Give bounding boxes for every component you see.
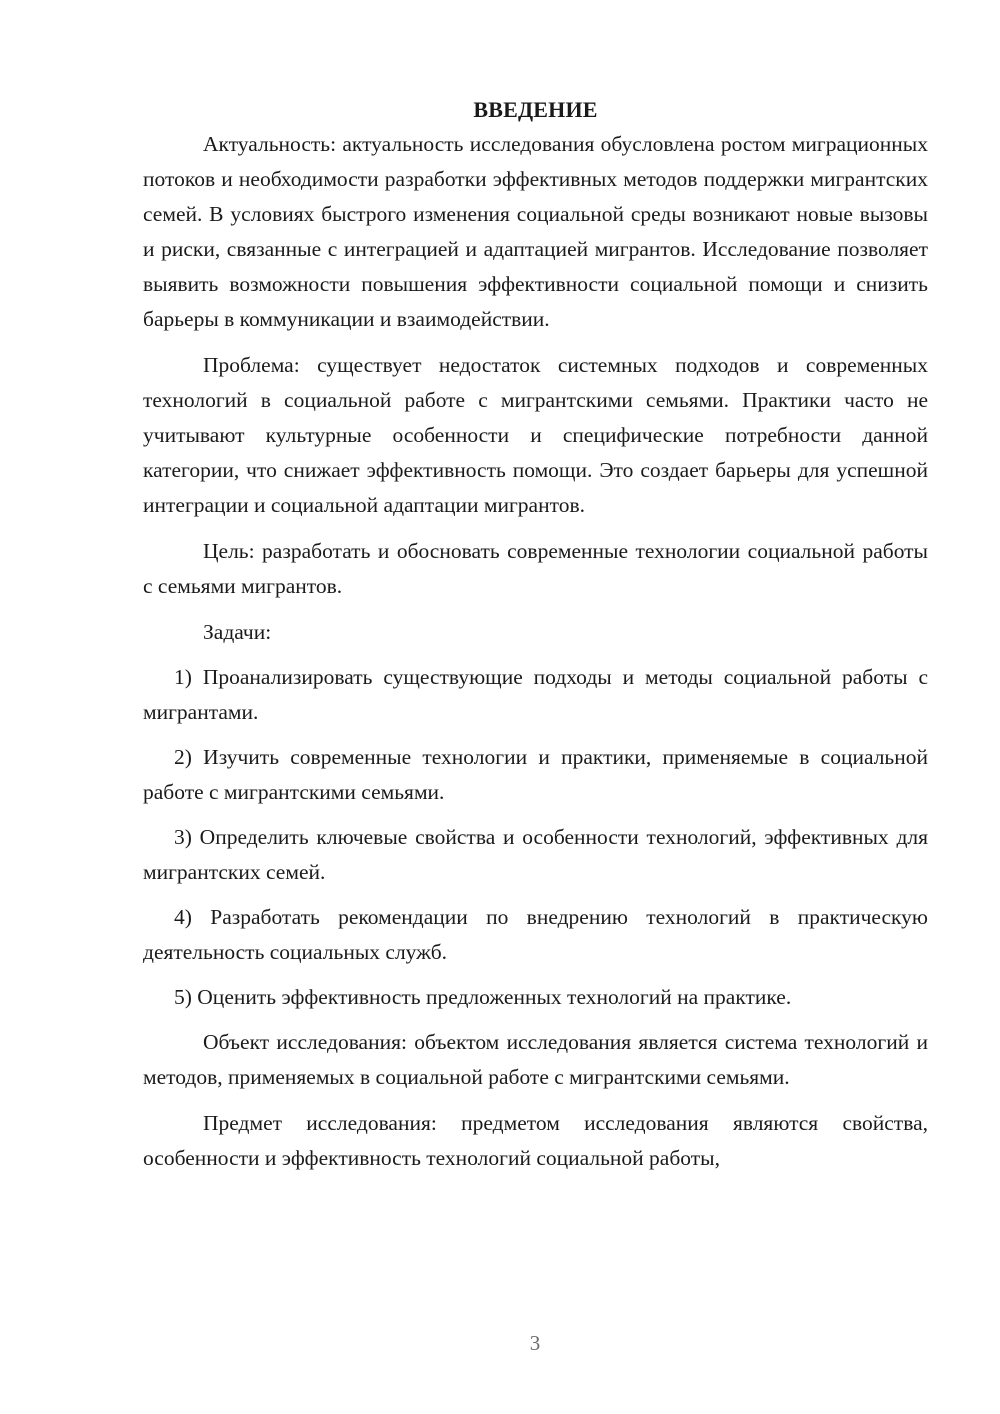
paragraph-problem: Проблема: существует недостаток системных подходов и современных технологий в социальной работе с мигрантскими семьями. Практики часто не учитывают культурные особенности и специфические потребности данной категории, что снижает эффективность помощи. Это создает барьеры для успешной интеграции и социальной адаптации мигрантов. xyxy=(143,353,928,517)
paragraph-object: Объект исследования: объектом исследования является система технологий и методов, применяемых в социальной работе с мигрантскими семьями. xyxy=(143,1030,928,1089)
task-item-1: 1) Проанализировать существующие подходы и методы социальной работы с мигрантами. xyxy=(143,665,928,724)
task-item-4: 4) Разработать рекомендации по внедрению технологий в практическую деятельность социальных служб. xyxy=(143,905,928,964)
task-item-5: 5) Оценить эффективность предложенных технологий на практике. xyxy=(174,985,792,1009)
paragraph-goal: Цель: разработать и обосновать современные технологии социальной работы с семьями мигрантов. xyxy=(143,539,928,598)
task-item-2: 2) Изучить современные технологии и практики, применяемые в социальной работе с мигрантскими семьями. xyxy=(143,745,928,804)
task-item-3: 3) Определить ключевые свойства и особенности технологий, эффективных для мигрантских семей. xyxy=(143,825,928,884)
page-number: 3 xyxy=(529,1331,541,1355)
document-page xyxy=(143,92,928,1187)
paragraph-subject: Предмет исследования: предметом исследования являются свойства, особенности и эффективность технологий социальной работы, xyxy=(143,1111,928,1170)
paragraph-relevance: Актуальность: актуальность исследования обусловлена ростом миграционных потоков и необходимости разработки эффективных методов поддержки мигрантских семей. В условиях быстрого изменения социальной среды возникают новые вызовы и риски, связанные с интеграцией и адаптацией мигрантов. Исследование позволяет выявить возможности повышения эффективности социальной помощи и снизить барьеры в коммуникации и взаимодействии. xyxy=(143,132,928,331)
page-title: ВВЕДЕНИЕ xyxy=(473,97,598,122)
tasks-label: Задачи: xyxy=(203,620,272,644)
